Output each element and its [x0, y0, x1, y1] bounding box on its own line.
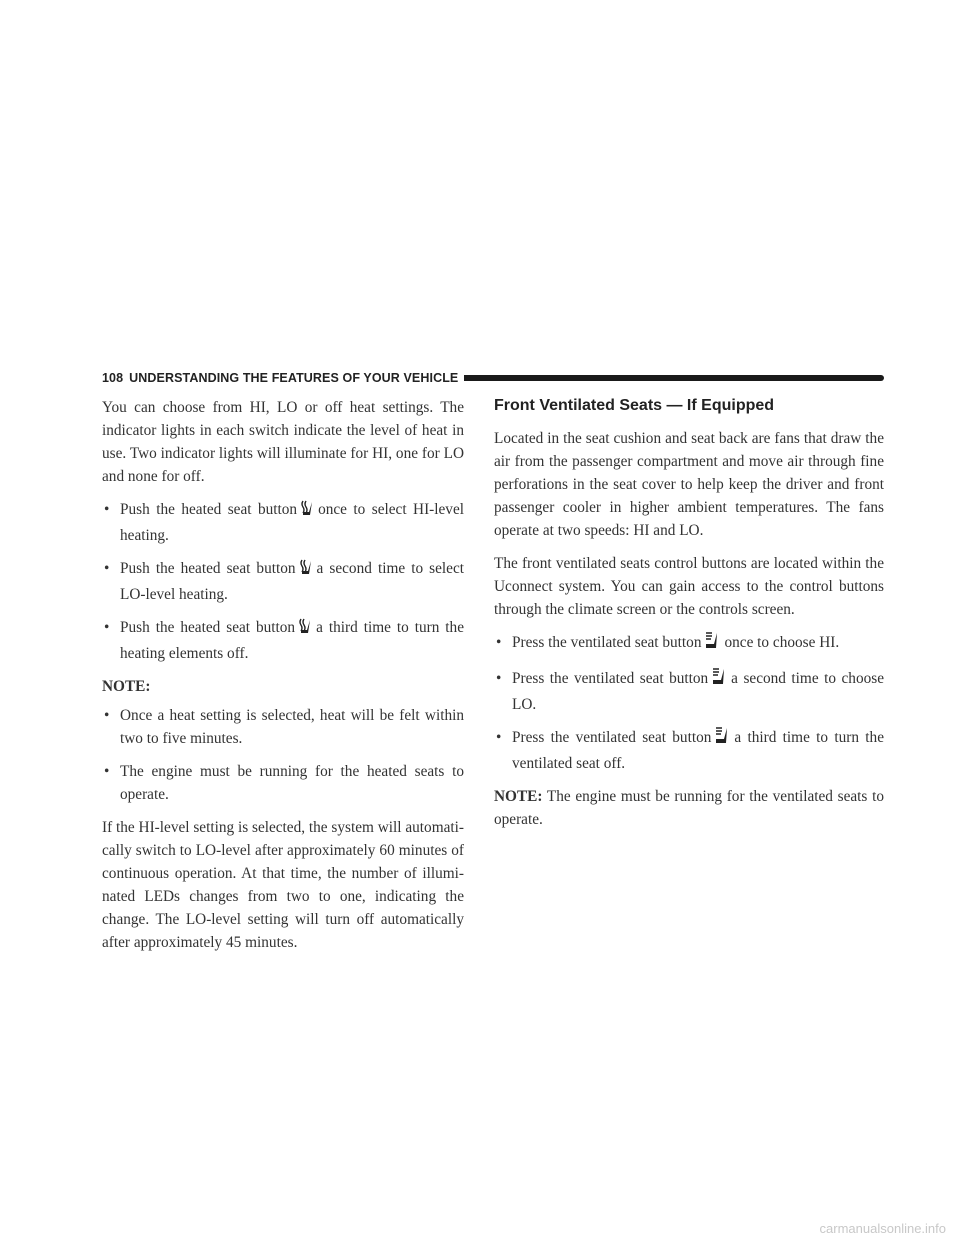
heated-seat-icon	[297, 618, 313, 642]
page-number: 108	[102, 371, 124, 385]
ventilated-note: NOTE: The engine must be running for the ventilated seats to operate.	[494, 788, 884, 828]
bullet: •	[104, 707, 110, 724]
heated-seat-icon	[299, 500, 315, 524]
list-item: • The engine must be running for the heated seats to operate.	[102, 760, 464, 806]
ventilated-seat-steps	[494, 631, 884, 775]
note-label: NOTE:	[102, 678, 151, 695]
ventilated-seat-icon	[703, 631, 721, 657]
note-label: NOTE:	[494, 788, 543, 805]
list-item: • Push the heated seat button a third time to turn the heating elements off.	[102, 616, 464, 665]
left-column	[102, 396, 464, 964]
bullet: •	[496, 634, 502, 651]
right-column	[494, 396, 884, 841]
ventilated-para-1: Located in the seat cushion and seat back are fans that draw the air from the passenger compartment and move air through fine perforations in the seat cover to help keep the driver and front passenger cooler in higher ambient temperatures. The fans operate at two speeds: HI and LO.	[494, 430, 884, 539]
page-header	[102, 370, 884, 386]
bullet: •	[104, 560, 110, 577]
ventilated-seat-icon	[713, 726, 731, 752]
bullet: •	[104, 619, 110, 636]
list-item: • Once a heat setting is selected, heat will be felt within two to five minutes.	[102, 704, 464, 750]
note-list	[102, 704, 464, 806]
list-item: • Press the ventilated seat button a second time to choose LO.	[494, 667, 884, 716]
list-item: • Push the heated seat button a second time to select LO-level heating.	[102, 557, 464, 606]
closing-paragraph: If the HI-level setting is selected, the system will automati-cally switch to LO-level after approximately 60 minutes of continuous operation. At that time, the number of illumi-nated LEDs changes from two to one, indicating the change. The LO-level setting will turn off automatically after approximately 45 minutes.	[102, 819, 464, 951]
bullet: •	[104, 763, 110, 780]
heated-seat-icon	[298, 559, 314, 583]
watermark: carmanualsonline.info	[819, 1221, 946, 1236]
ventilated-para-2: The front ventilated seats control buttons are located within the Uconnect system. You can gain access to the control buttons through the climate screen or the controls screen.	[494, 555, 884, 618]
list-item: • Press the ventilated seat button once to choose HI.	[494, 631, 884, 657]
heated-seat-steps	[102, 498, 464, 665]
ventilated-seat-icon	[710, 667, 728, 693]
section-title: UNDERSTANDING THE FEATURES OF YOUR VEHICLE	[129, 371, 459, 385]
bullet: •	[496, 670, 502, 687]
section-heading: Front Ventilated Seats — If Equipped	[494, 397, 775, 414]
list-item: • Press the ventilated seat button a third time to turn the ventilated seat off.	[494, 726, 884, 775]
header-rule	[464, 375, 884, 381]
bullet: •	[496, 729, 502, 746]
bullet: •	[104, 501, 110, 518]
list-item: • Push the heated seat button once to select HI-level heating.	[102, 498, 464, 547]
intro-paragraph: You can choose from HI, LO or off heat settings. The indicator lights in each switch indicate the level of heat in use. Two indicator lights will illuminate for HI, one for LO and none for off.	[102, 399, 464, 485]
